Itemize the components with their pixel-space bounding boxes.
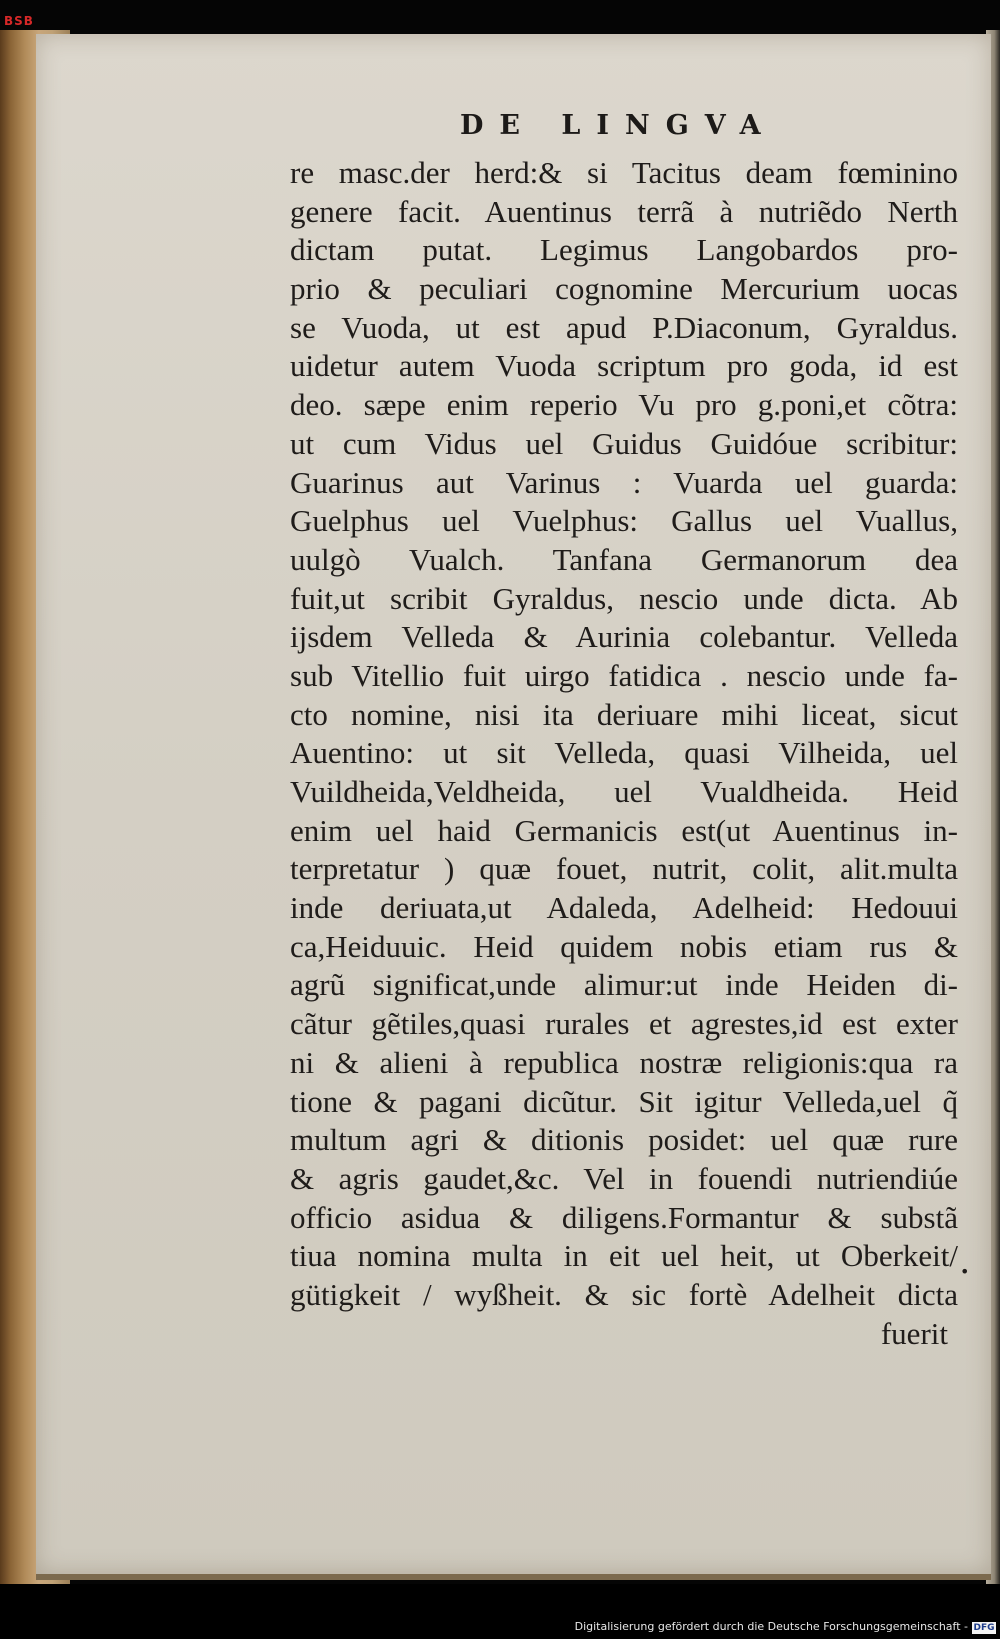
text-line: Auentino: ut sit Velleda, quasi Vilheida, uel	[290, 735, 958, 771]
text-line: multum agri & ditionis posidet: uel quæ rure	[290, 1122, 958, 1158]
text-line: Vuildheida,Veldheida, uel Vualdheida. Heid	[290, 774, 958, 809]
text-line: sub Vitellio fuit uirgo fatidica . nescio unde fa-	[290, 657, 958, 693]
text-line: agrũ significat,unde alimur:ut inde Heiden di-	[290, 967, 958, 1003]
text-line: fuit,ut scribit Gyraldus, nescio unde dicta. Ab	[290, 580, 958, 616]
running-head: DE LINGVA	[460, 110, 777, 141]
text-line: ni & alieni à republica nostræ religionis:qua ra	[290, 1044, 958, 1080]
text-line: ut cum Vidus uel Guidus Guidóue scribitur:	[290, 425, 958, 461]
text-line: ijsdem Velleda & Aurinia colebantur. Velleda	[290, 619, 958, 655]
text-line: Guarinus aut Varinus : Vuarda uel guarda:	[290, 464, 958, 500]
footer-bar	[0, 1584, 1000, 1639]
margin-dot: •	[960, 1262, 970, 1281]
text-line: Guelphus uel Vuelphus: Gallus uel Vuallus,	[290, 503, 958, 539]
text-line: terpretatur ) quæ fouet, nutrit, colit, alit.multa	[290, 851, 958, 887]
text-line: tiua nomina multa in eit uel heit, ut Oberkeit/	[290, 1238, 958, 1274]
dfg-logo: DFG	[973, 1623, 995, 1633]
text-line: deo. sæpe enim reperio Vu pro g.poni,et cõtra:	[290, 387, 958, 423]
text-line: prio & peculiari cognomine Mercurium uocas	[290, 271, 958, 307]
bsb-logo: BSB	[4, 14, 34, 28]
text-block	[290, 154, 958, 1353]
text-line: dictam putat. Legimus Langobardos pro-	[290, 232, 958, 268]
text-line: enim uel haid Germanicis est(ut Auentinus in-	[290, 812, 958, 848]
text-line: cto nomine, nisi ita deriuare mihi liceat, sicut	[290, 696, 958, 732]
funding-credit: Digitalisierung gefördert durch die Deutsche Forschungsgemeinschaft -	[574, 1620, 968, 1633]
text-line: ca,Heiduuic. Heid quidem nobis etiam rus &	[290, 928, 958, 964]
text-line: uidetur autem Vuoda scriptum pro goda, id est	[290, 348, 958, 384]
text-line: & agris gaudet,&c. Vel in fouendi nutriendiúe	[290, 1160, 958, 1196]
text-line: re masc.der herd:& si Tacitus deam fœminino	[290, 155, 958, 190]
text-line: tione & pagani dicũtur. Sit igitur Velleda,uel q̃	[290, 1083, 958, 1119]
text-line: cãtur gẽtiles,quasi rurales et agrestes,id est exter	[290, 1006, 958, 1042]
text-line: uulgò Vualch. Tanfana Germanorum dea	[290, 541, 958, 577]
text-line: officio asidua & diligens.Formantur & substã	[290, 1199, 958, 1235]
text-line: genere facit. Auentinus terrã à nutriẽdo Nerth	[290, 193, 958, 229]
catchword: fuerit	[880, 1315, 948, 1351]
text-line: gütigkeit / wyßheit. & sic fortè Adelheit dicta	[290, 1276, 958, 1312]
text-line: inde deriuata,ut Adaleda, Adelheid: Hedouui	[290, 890, 958, 926]
text-line: se Vuoda, ut est apud P.Diaconum, Gyraldus.	[290, 309, 958, 345]
